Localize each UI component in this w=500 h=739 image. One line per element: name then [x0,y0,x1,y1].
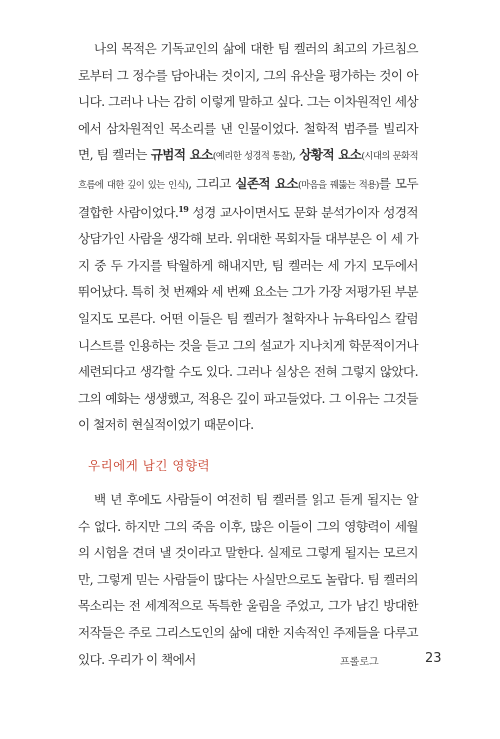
paragraph-1-text-c: 성경 교사이면서도 문화 분석가이자 성경적 상담가인 사람을 생각해 보라. 위대한 목회자들 대부분은 이 세 가지 중 두 가지를 탁월하게 해내지만, 팀 켈러는 세 가지 모두에서 뛰어났다. 특히 첫 번째와 세 번째 요소는 그가 가장 저평가된 부분일지도 모른다. 어떤 이들은 팀 켈러가 철학자나 뉴욕타임스 칼럼니스트를 인용하는 것을 듣고 그의 설교가 지나치게 학문적이거나 세련되다고 생각할 수도 있다. 그러나 실상은 전혀 그렇지 않았다. 그의 예화는 생생했고, 적용은 깊이 파고들었다. 그 이유는 그것들이 철저히 현실적이었기 때문이다. [78,204,418,433]
term-existential: 실존적 요소 [235,175,298,191]
paragraph-1-text-b: 를 모두 결합한 사람이었다. [78,175,418,220]
note-existential: (마음을 꿰뚫는 적용) [297,179,379,191]
section-heading: 우리에게 남긴 영향력 [88,458,211,473]
note-situational: (시대의 문화적 흐름에 대한 깊이 있는 인식) [78,151,418,191]
footnote-marker: 19 [178,203,189,214]
page-number: 23 [425,651,442,666]
body-paragraph-1 [78,36,418,439]
body-paragraph-2: 백 년 후에도 사람들이 여전히 팀 켈러를 읽고 듣게 될지는 알 수 없다. 하지만 그의 죽음 이후, 많은 이들이 그의 영향력이 세월의 시험을 견뎌 낼 것이라고 말한다. 실제로 그렇게 될지는 모르지만, 그렇게 믿는 사람들이 많다는 사실만으로도 놀랍다. 팀 켈러의 목소리는 전 세계적으로 독특한 울림을 주었고, 그가 남긴 방대한 저작들은 주로 그리스도인의 삶에 대한 지속적인 주제들을 다루고 있다. 우리가 이 책에서 [78,492,418,667]
term-situational: 상황적 요소 [299,147,362,163]
chapter-label: 프롤로그 [340,657,379,668]
separator-2: , 그리고 [188,175,236,191]
note-normative: (예리한 성경적 통찰) [212,151,293,163]
term-normative: 규범적 요소 [150,147,213,163]
paragraph-1-text-a: 나의 목적은 기독교인의 삶에 대한 팀 켈러의 최고의 가르침으로부터 그 정수를 담아내는 것이지, 그의 유산을 평가하는 것이 아니다. 그러나 나는 감히 이렇게 말하고 싶다. 그는 이차원적인 세상에서 삼차원적인 목소리를 낸 인물이었다. 철학적 범주를 빌리자면, 팀 켈러는 [78,41,418,163]
separator-1: , [292,147,300,163]
